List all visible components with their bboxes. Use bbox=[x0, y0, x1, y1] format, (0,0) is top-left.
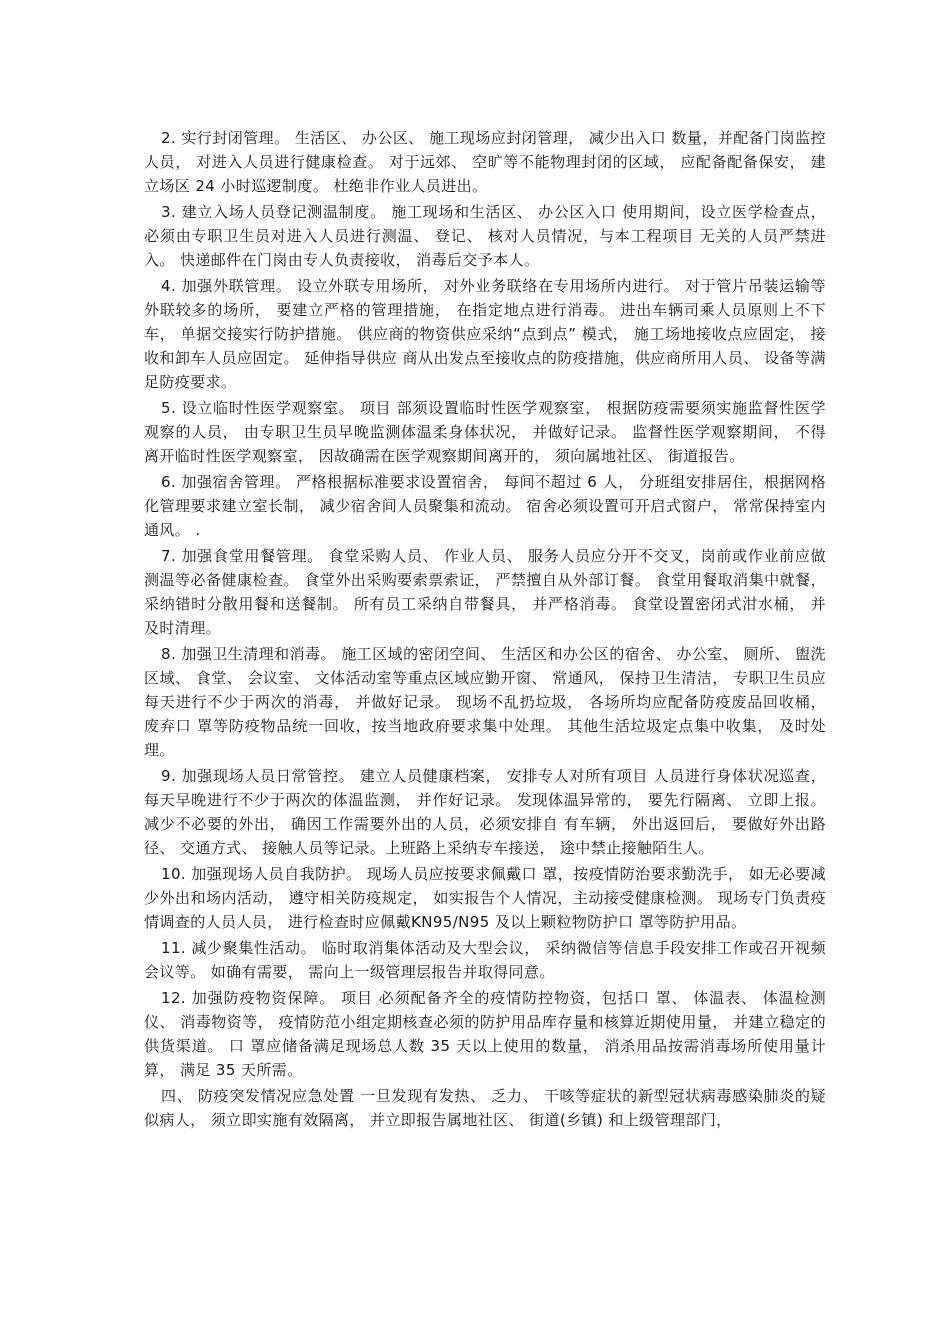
paragraph-3-entry-registration: 3. 建立入场人员登记测温制度。 施工现场和生活区、 办公区入口 使用期间，设立医学检查点， 必须由专职卫生员对进入人员进行测温、 登记、 核对人员情况，与本工程项目 无关的人员严禁进入。 快递邮件在门岗由专人负责接收， 消毒后交予本人。 bbox=[144, 203, 826, 269]
paragraph-11-reduce-gatherings: 11. 减少聚集性活动。 临时取消集体活动及大型会议， 采纳微信等信息手段安排工作或召开视频会议等。 如确有需要， 需向上一级管理层报告并取得同意。 bbox=[144, 939, 826, 981]
paragraph-4-external-liaison: 4. 加强外联管理。 设立外联专用场所， 对外业务联络在专用场所内进行。 对于管片吊装运输等外联较多的场所， 要建立严格的管理措施， 在指定地点进行消毒。 进出车辆司乘人员原则上不下车， 单据交接实行防护措施。 供应商的物资供应采纳“点到点” 模式， 施工场地接收点应固定， 接收和卸车人员应固定。 延伸指导供应 商从出发点至接收点的防疫措施，供应商所用人员、 设备等满足防疫要求。 bbox=[144, 277, 826, 391]
paragraph-9-daily-personnel-control: 9. 加强现场人员日常管控。 建立人员健康档案， 安排专人对所有项目 人员进行身体状况巡查， 每天早晚进行不少于两次的体温监测， 并作好记录。 发现体温异常的， 要先行隔离、 立即上报。 减少不必要的外出， 确因工作需要外出的人员，必须安排自 有车辆， 外出返回后， 要做好外出路径、 交通方式、 接触人员等记录。上班路上采纳专车接送， 途中禁止接触陌生人。 bbox=[144, 767, 826, 857]
paragraph-2-closed-management: 2. 实行封闭管理。 生活区、 办公区、 施工现场应封闭管理， 减少出入口 数量，并配备门岗监控人员， 对进入人员进行健康检查。 对于远郊、 空旷等不能物理封闭的区域， 应配备配备保安， 建立场区 24 小时巡逻制度。 杜绝非作业人员进出。 bbox=[144, 129, 826, 195]
paragraph-6-dormitory-management: 6. 加强宿舍管理。 严格根据标准要求设置宿舍， 每间不超过 6 人， 分班组安排居住，根据网格化管理要求建立室长制， 减少宿舍间人员聚集和流动。 宿舍必须设置可开启式窗户， 常常保持室内通风。 . bbox=[144, 473, 826, 539]
section-4-emergency-response: 四、 防疫突发情况应急处置 一旦发现有发热、 乏力、 干咳等症状的新型冠状病毒感染肺炎的疑似病人， 须立即实施有效隔离， 并立即报告属地社区、 街道(乡镇) 和上级管理部门， bbox=[144, 1087, 826, 1129]
paragraph-12-supplies-guarantee: 12. 加强防疫物资保障。 项目 必须配备齐全的疫情防控物资，包括口 罩、 体温表、 体温检测仪、 消毒物资等， 疫情防范小组定期核查必须的防护用品库存量和核算近期使用量， 并建立稳定的供货渠道。 口 罩应储备满足现场总人数 35 天以上使用的数量， 消杀用品按需消毒场所使用量计算， 满足 35 天所需。 bbox=[144, 989, 826, 1079]
paragraph-5-medical-observation-room: 5. 设立临时性医学观察室。 项目 部须设置临时性医学观察室， 根据防疫需要须实施监督性医学观察的人员， 由专职卫生员早晚监测体温柔身体状况， 并做好记录。 监督性医学观察期间， 不得离开临时性医学观察室， 因故确需在医学观察期间离开的， 须向属地社区、 街道报告。 bbox=[144, 399, 826, 465]
document-body bbox=[144, 126, 826, 1134]
paragraph-7-canteen-management: 7. 加强食堂用餐管理。 食堂采购人员、 作业人员、 服务人员应分开不交叉，岗前或作业前应做测温等必备健康检查。 食堂外出采购要索票索证， 严禁擅自从外部订餐。 食堂用餐取消集中就餐， 采纳错时分散用餐和送餐制。 所有员工采纳自带餐具， 并严格消毒。 食堂设置密闭式泔水桶， 并及时清理。 bbox=[144, 547, 826, 637]
paragraph-10-self-protection: 10. 加强现场人员自我防护。 现场人员应按要求佩戴口 罩，按疫情防治要求勤洗手， 如无必要减少外出和场内活动， 遵守相关防疫规定， 如实报告个人情况，主动接受健康检测。 现场专门负责疫情调查的人员人员， 进行检查时应佩戴KN95/N95 及以上颗粒物防护口 罩等防护用品。 bbox=[144, 865, 826, 931]
paragraph-8-cleaning-disinfection: 8. 加强卫生清理和消毒。 施工区域的密闭空间、 生活区和办公区的宿舍、 办公室、 厕所、 盥洗区域、 食堂、 会议室、 文体活动室等重点区域应勤开窗、 常通风， 保持卫生清洁， 专职卫生员应每天进行不少于两次的消毒， 并做好记录。 现场不乱扔垃圾， 各场所均应配备防疫废品回收桶， 废弃口 罩等防疫物品统一回收，按当地政府要求集中处理。 其他生活垃圾定点集中收集， 及时处理。 bbox=[144, 645, 826, 759]
